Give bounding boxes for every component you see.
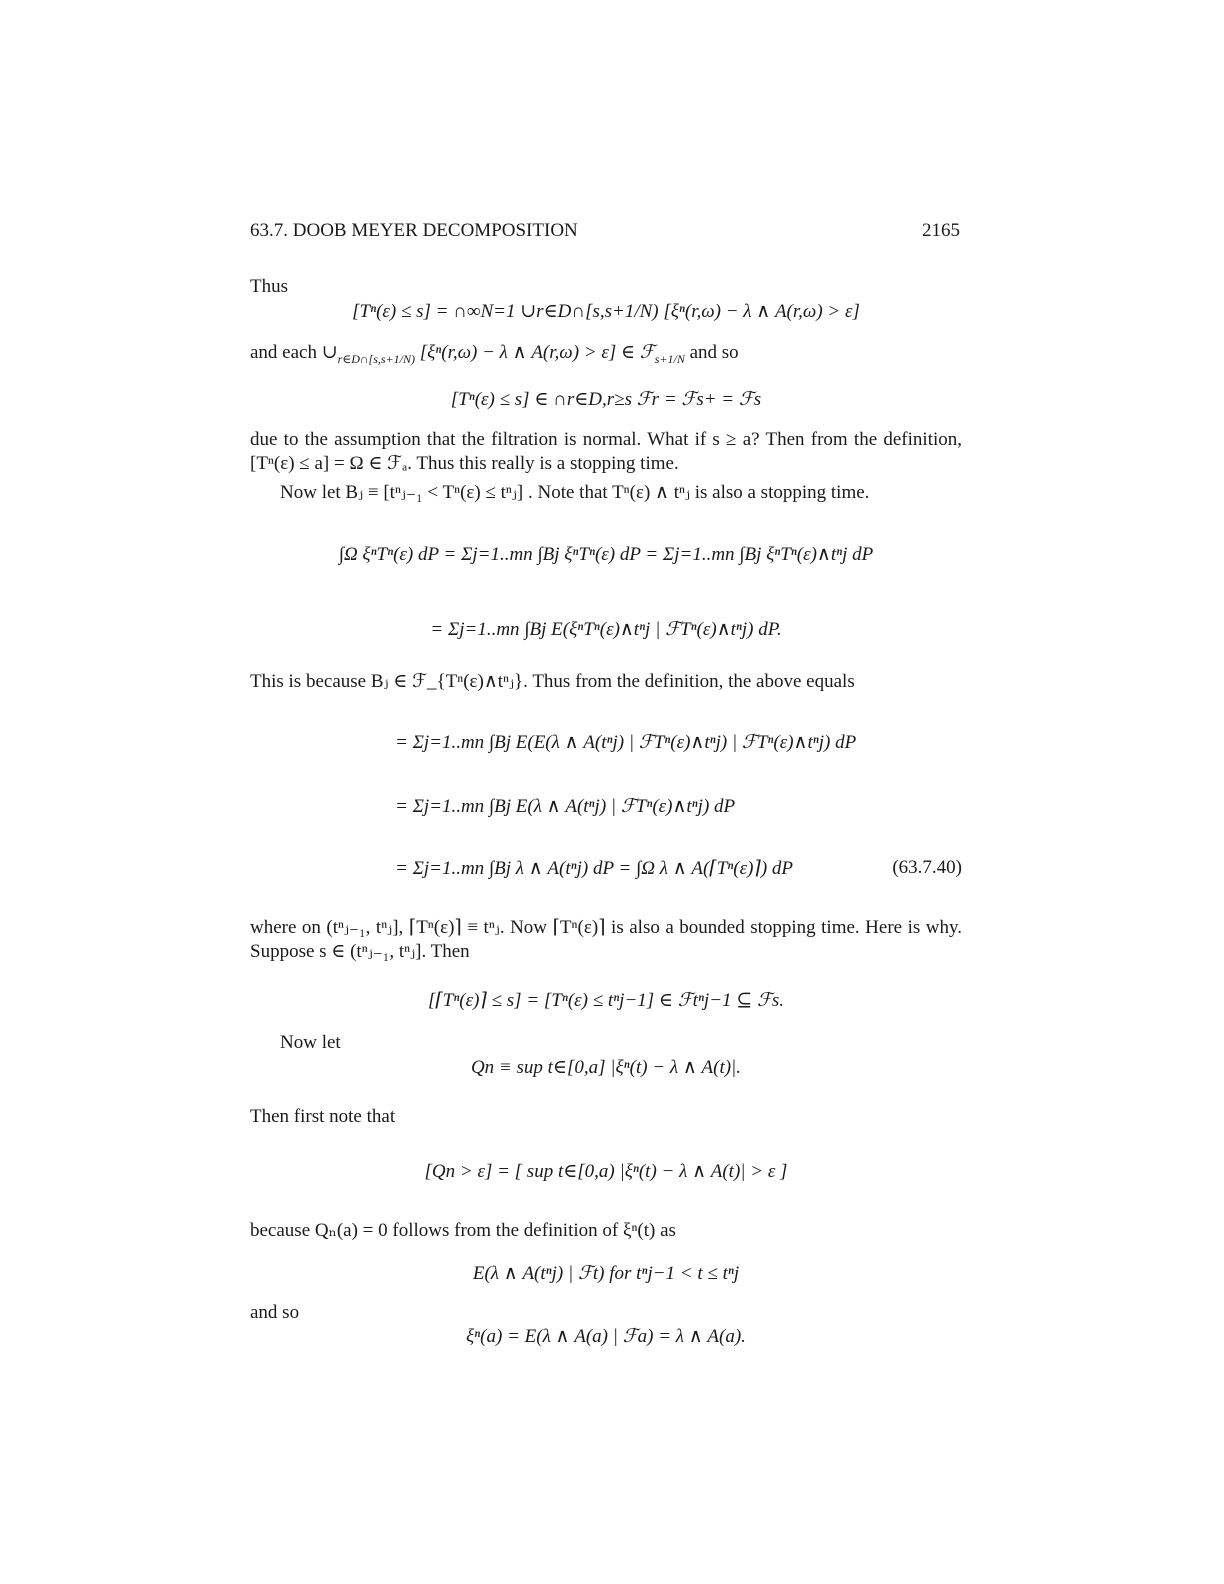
text-and-so: and so xyxy=(250,1302,300,1323)
text-thus: Thus xyxy=(250,276,288,297)
text-then-first: Then first note that xyxy=(250,1106,396,1127)
equation-conditional: = Σj=1..mn ∫Bj E(ξⁿTⁿ(ε)∧tⁿj | ℱTⁿ(ε)∧tⁿj) dP. xyxy=(430,619,782,640)
running-header-section: 63.7. DOOB MEYER DECOMPOSITION xyxy=(250,220,578,241)
and-each-sub: r∈D∩[s,s+1/N) xyxy=(337,351,415,366)
paragraph-due-to: due to the assumption that the filtration is normal. What if s ≥ a? Then from the definition, [Tⁿ(ε) ≤ a] = Ω ∈ ℱₐ. Thus this really is a stopping time. xyxy=(250,429,962,474)
and-each-lead: and each ∪ xyxy=(250,342,338,363)
equation-integral-split: ∫Ω ξⁿTⁿ(ε) dP = Σj=1..mn ∫Bj ξⁿTⁿ(ε) dP = Σj=1..mn ∫Bj ξⁿTⁿ(ε)∧tⁿj dP xyxy=(338,544,874,565)
text-because: because Qₙ(a) = 0 follows from the definition of ξⁿ(t) as xyxy=(250,1220,676,1241)
equation-stopping-set: [Tⁿ(ε) ≤ s] = ∩∞N=1 ∪r∈D∩[s,s+1/N) [ξⁿ(r,ω) − λ ∧ A(r,ω) > ε] xyxy=(352,301,860,322)
equation-single-expectation: = Σj=1..mn ∫Bj E(λ ∧ A(tⁿj) | ℱTⁿ(ε)∧tⁿj) dP xyxy=(395,796,736,817)
equation-ceiling-stopping: [⌈Tⁿ(ε)⌉ ≤ s] = [Tⁿ(ε) ≤ tⁿj−1] ∈ ℱtⁿj−1 ⊆ ℱs. xyxy=(427,990,785,1011)
equation-xi-definition: E(λ ∧ A(tⁿj) | ℱt) for tⁿj−1 < t ≤ tⁿj xyxy=(472,1263,740,1284)
equation-filtration: [Tⁿ(ε) ≤ s] ∈ ∩r∈D,r≥s ℱr = ℱs+ = ℱs xyxy=(450,389,762,410)
page-number: 2165 xyxy=(922,220,960,241)
equation-xi-at-a: ξⁿ(a) = E(λ ∧ A(a) | ℱa) = λ ∧ A(a). xyxy=(466,1326,746,1347)
text-and-each xyxy=(250,341,739,367)
paragraph-now-let-bj: Now let Bⱼ ≡ [tⁿⱼ₋₁ < Tⁿ(ε) ≤ tⁿⱼ] . Note that Tⁿ(ε) ∧ tⁿⱼ is also a stopping time. xyxy=(280,482,870,503)
equation-qn-definition: Qn ≡ sup t∈[0,a] |ξⁿ(t) − λ ∧ A(t)|. xyxy=(470,1057,742,1078)
and-each-rest: [ξⁿ(r,ω) − λ ∧ A(r,ω) > ε] ∈ ℱ xyxy=(414,342,655,363)
paragraph-where-on: where on (tⁿⱼ₋₁, tⁿⱼ], ⌈Tⁿ(ε)⌉ ≡ tⁿⱼ. Now ⌈Tⁿ(ε)⌉ is also a bounded stopping time. Here is why. Suppose s ∈ (tⁿⱼ₋₁, tⁿⱼ]. Then xyxy=(250,917,962,962)
equation-final-integral: = Σj=1..mn ∫Bj λ ∧ A(tⁿj) dP = ∫Ω λ ∧ A(⌈Tⁿ(ε)⌉) dP xyxy=(395,858,794,879)
and-each-tail: and so xyxy=(684,342,739,363)
equation-nested-expectation: = Σj=1..mn ∫Bj E(E(λ ∧ A(tⁿj) | ℱTⁿ(ε)∧tⁿj) | ℱTⁿ(ε)∧tⁿj) dP xyxy=(395,732,857,753)
equation-number-63-7-40: (63.7.40) xyxy=(892,857,962,878)
paragraph-this-is-because: This is because Bⱼ ∈ ℱ_{Tⁿ(ε)∧tⁿⱼ}. Thus from the definition, the above equals xyxy=(250,671,855,692)
equation-qn-event: [Qn > ε] = [ sup t∈[0,a) |ξⁿ(t) − λ ∧ A(t)| > ε ] xyxy=(424,1161,788,1182)
text-now-let: Now let xyxy=(280,1032,341,1053)
and-each-sub2: s+1/N xyxy=(654,351,685,366)
